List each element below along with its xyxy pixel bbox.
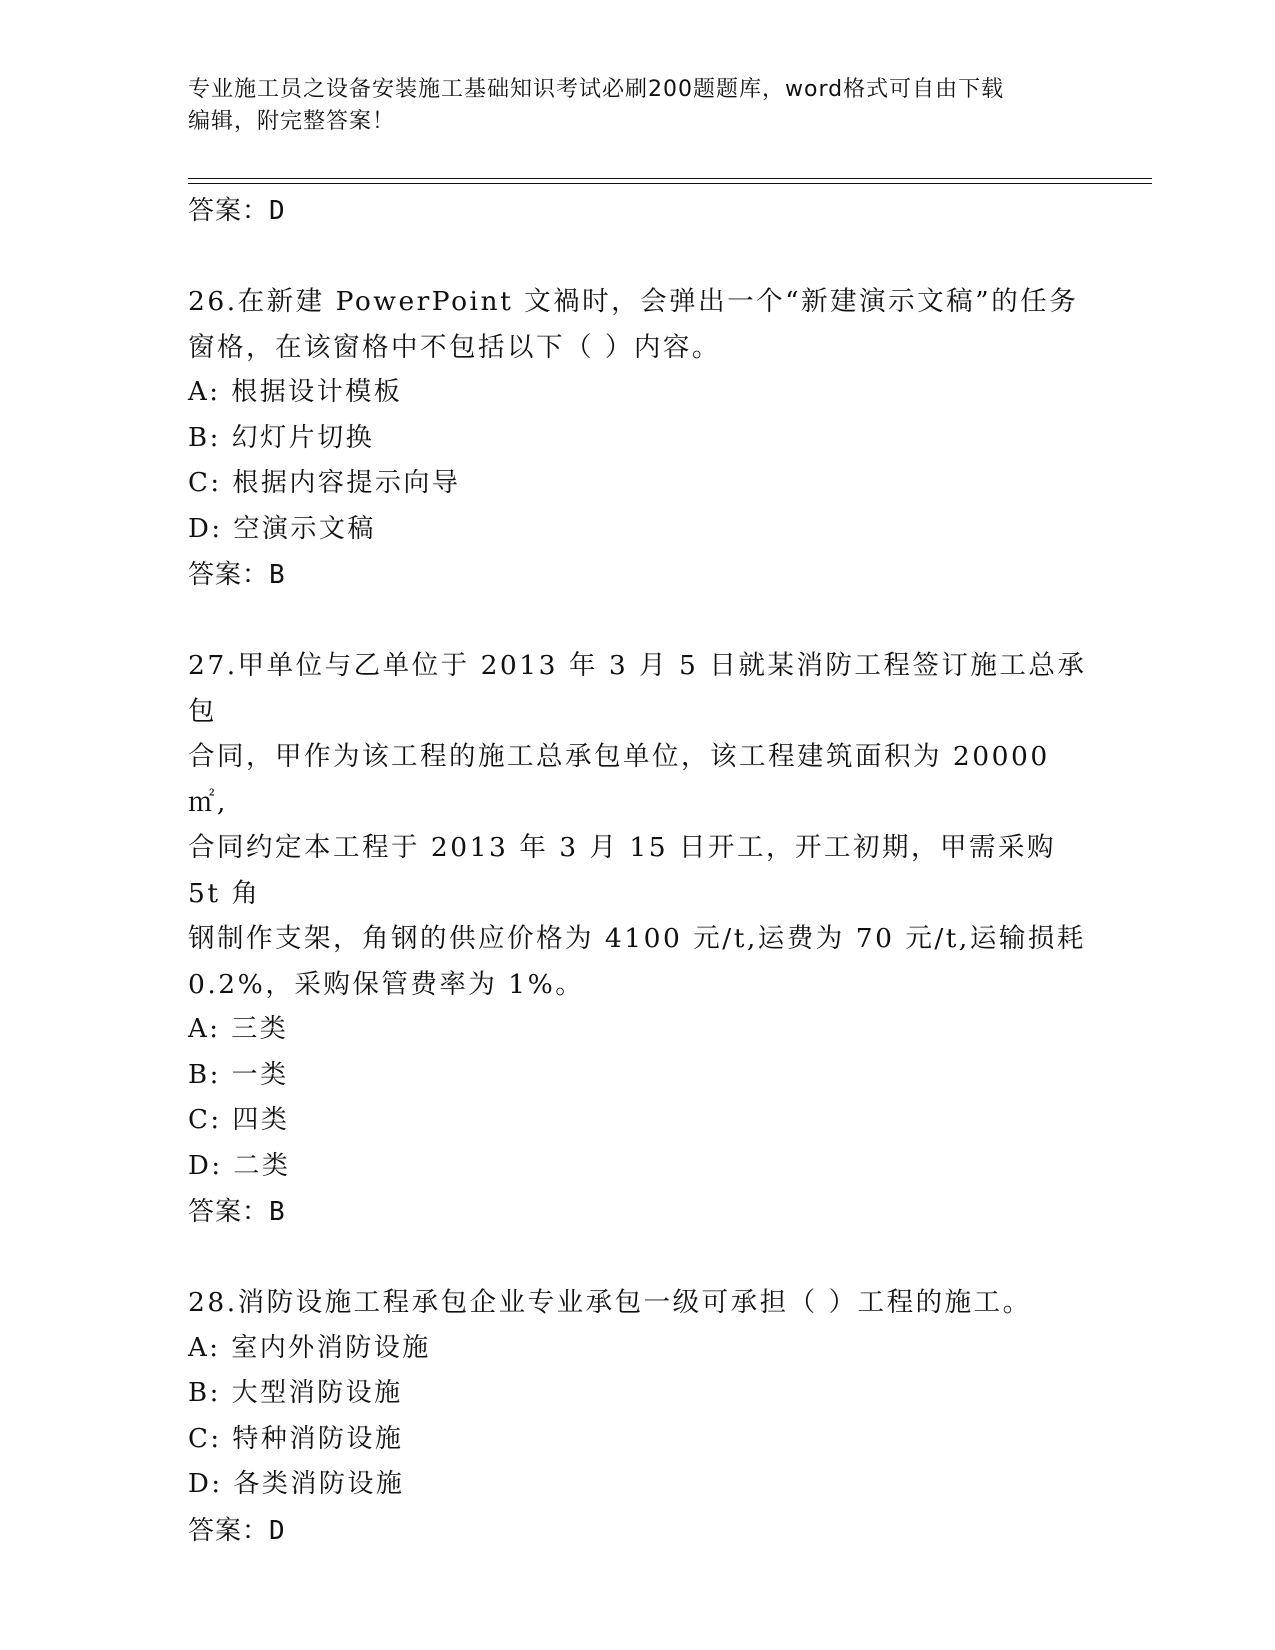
option-b: B: 一类	[188, 1059, 289, 1090]
option-b: B: 大型消防设施	[188, 1378, 403, 1408]
question-text	[188, 279, 1088, 370]
question-28	[188, 1280, 1088, 1554]
option-d: D: 空演示文稿	[188, 513, 376, 544]
question-list	[188, 188, 1088, 1554]
question-line: 钢制作支架，角钢的供应价格为 4100 元/t,运费为 70 元/t,运输损耗	[188, 923, 1086, 954]
header-rule-bottom	[188, 183, 1152, 184]
question-line: 27.甲单位与乙单位于 2013 年 3 月 5 日就某消防工程签订施工总承包	[188, 650, 1087, 727]
answer: 答案：B	[188, 560, 286, 590]
question-26	[188, 279, 1088, 598]
question-line: 28.消防设施工程承包企业专业承包一级可承担（ ）工程的施工。	[188, 1287, 1032, 1318]
option-a: A: 三类	[188, 1014, 289, 1044]
question-27	[188, 643, 1088, 1235]
page-header	[188, 74, 1068, 138]
question-text	[188, 643, 1088, 1007]
option-c: C: 根据内容提示向导	[188, 468, 461, 498]
spacer	[188, 1235, 1088, 1280]
spacer	[188, 598, 1088, 643]
question-line: 合同，甲作为该工程的施工总承包单位，该工程建筑面积为 20000㎡,	[188, 741, 1050, 818]
option-d: D: 二类	[188, 1150, 291, 1181]
option-c: C: 特种消防设施	[188, 1423, 404, 1454]
header-rule-top	[188, 178, 1152, 179]
question-line: 0.2%，采购保管费率为 1%。	[188, 968, 585, 1000]
question-line: 窗格，在该窗格中不包括以下（ ）内容。	[188, 331, 721, 363]
option-d: D: 各类消防设施	[188, 1469, 405, 1499]
question-line: 26.在新建 PowerPoint 文禍时，会弹出一个“新建演示文稿”的任务	[188, 286, 1079, 317]
answer: 答案：B	[188, 1197, 286, 1227]
question-text	[188, 1280, 1088, 1326]
option-c: C: 四类	[188, 1105, 290, 1135]
option-a: A: 根据设计模板	[188, 377, 403, 407]
option-b: B: 幻灯片切换	[188, 422, 375, 453]
answer: 答案：D	[188, 1515, 286, 1546]
previous-answer: 答案：D	[188, 196, 286, 226]
header-line-1: 专业施工员之设备安装施工基础知识考试必刷200题题库，word格式可自由下载	[188, 77, 1005, 102]
spacer	[188, 234, 1088, 279]
option-a: A: 室内外消防设施	[188, 1332, 431, 1363]
header-line-2: 编辑，附完整答案！	[188, 109, 396, 134]
question-line: 合同约定本工程于 2013 年 3 月 15 日开工，开工初期，甲需采购 5t 角	[188, 832, 1057, 909]
